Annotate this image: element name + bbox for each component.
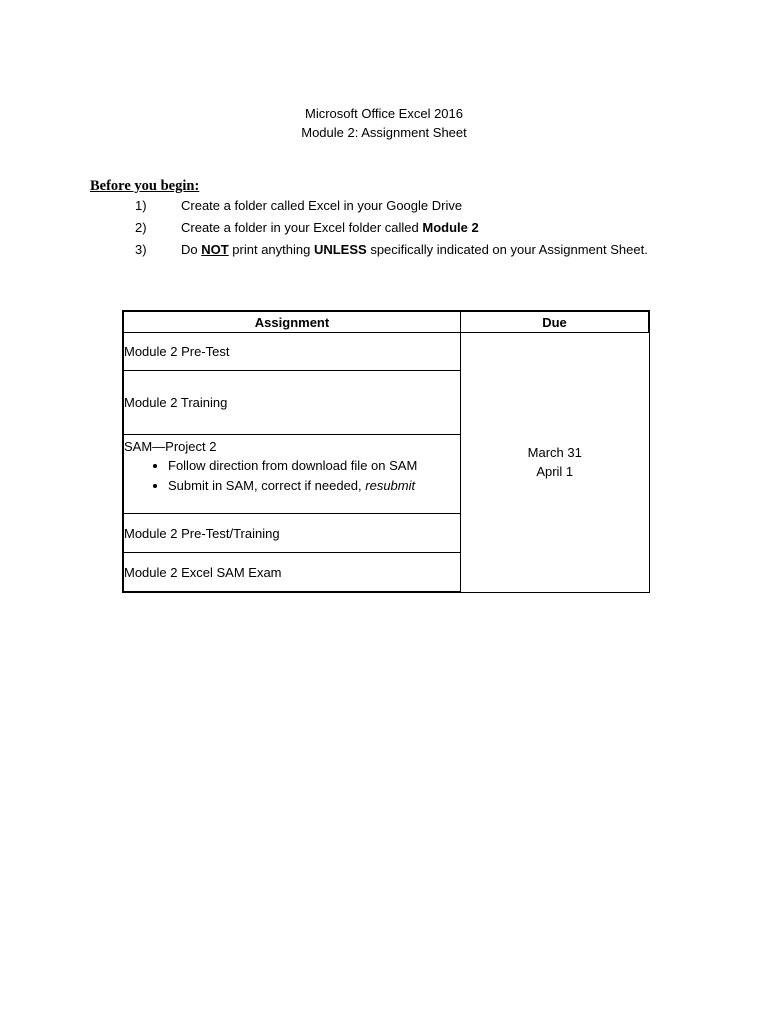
bullet-text-pre: Submit in SAM, correct if needed, <box>168 478 366 493</box>
step-1 <box>0 196 768 218</box>
step-text-not: NOT <box>201 242 229 257</box>
step-2 <box>0 218 768 240</box>
table-row <box>123 333 649 371</box>
steps-list <box>0 196 768 262</box>
step-text-pre: Create a folder in your Excel folder called <box>181 220 423 235</box>
bullet-text-italic: resubmit <box>365 478 416 493</box>
due-date-2: April 1 <box>536 464 574 480</box>
step-text <box>181 240 648 260</box>
step-number: 3) <box>135 242 147 257</box>
list-item <box>168 476 460 496</box>
step-3 <box>0 240 768 262</box>
column-header-due: Due <box>461 311 650 333</box>
list-item: • Follow direction from download file on SAM <box>168 456 460 476</box>
step-text-unless: UNLESS <box>313 242 367 257</box>
assignment-cell: Module 2 Excel SAM Exam <box>123 553 461 593</box>
column-header-assignment: Assignment <box>123 311 461 333</box>
assignment-cell: Module 2 Pre-Test <box>123 333 461 371</box>
title-line-2: Module 2: Assignment Sheet <box>301 125 467 140</box>
step-number: 2) <box>135 220 147 235</box>
step-text: Create a folder called Excel in your Google Drive <box>181 198 463 213</box>
before-you-begin-heading: Before you begin: <box>90 178 200 194</box>
step-text-bold: Module 2 <box>422 220 479 235</box>
sam-instructions-list <box>124 456 460 496</box>
step-text-mid: print anything <box>228 242 314 257</box>
step-text-pre: Do <box>181 242 202 257</box>
assignment-cell <box>123 435 461 514</box>
step-text-post: specifically indicated on your Assignment Sheet. <box>366 242 648 257</box>
assignment-cell: Module 2 Pre-Test/Training <box>123 514 461 553</box>
title-line-1: Microsoft Office Excel 2016 <box>305 106 463 121</box>
document-title <box>0 104 768 142</box>
assignment-table <box>122 310 650 593</box>
due-date-1: March 31 <box>527 445 582 461</box>
assignment-cell: Module 2 Training <box>123 371 461 435</box>
sam-project-title: SAM—Project 2 <box>124 439 217 454</box>
step-number: 1) <box>135 198 147 213</box>
due-cell <box>461 333 650 593</box>
step-text <box>181 218 479 238</box>
